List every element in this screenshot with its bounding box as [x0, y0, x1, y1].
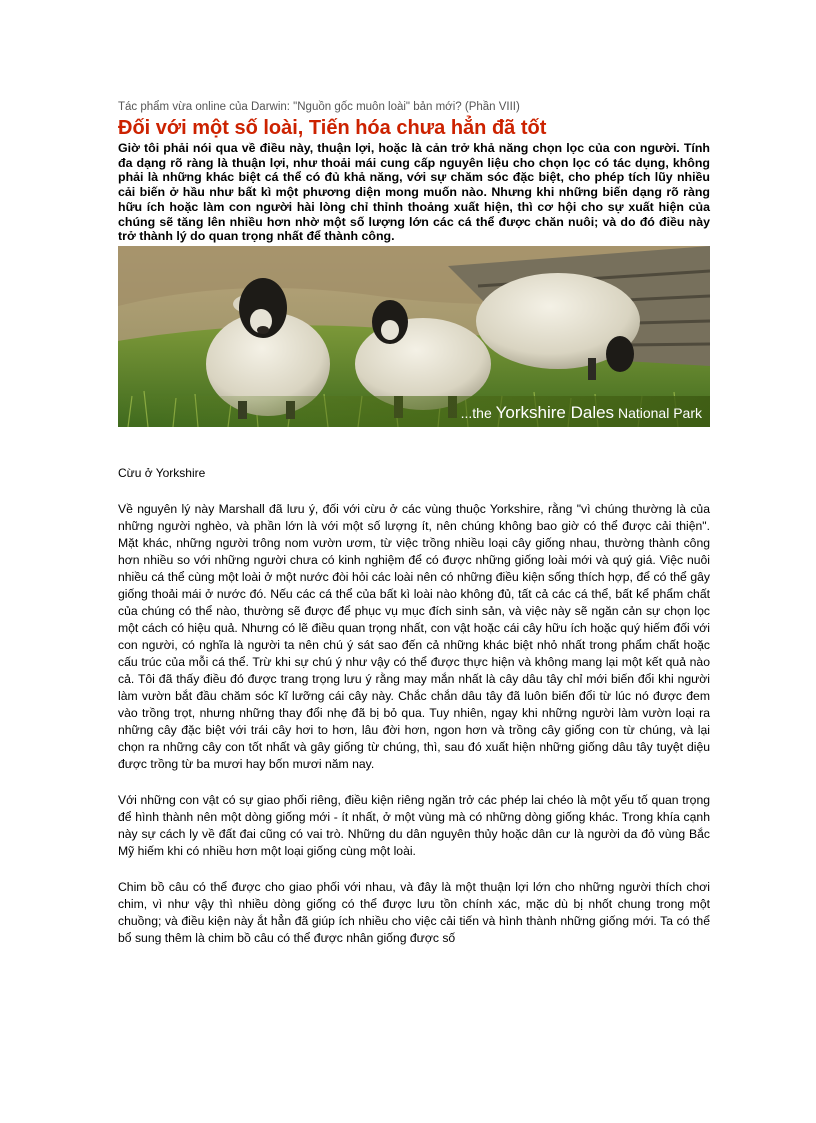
- overlay-strong: Yorkshire Dales: [495, 402, 615, 422]
- body-paragraph-2: Với những con vật có sự giao phối riêng, điều kiện riêng ngăn trở các phép lai chéo là một yếu tố quan trọng để hình thành nên một dòng giống mới - ít nhất, ở một vùng mà có những dòng giống khác. Trong khía cạnh này sự cách ly về đất đai cũng có vai trò. Những du dân nguyên thủy hoặc dân cư là người da đỏ vùng Bắc Mỹ hiếm khi có nhiều hơn một loại giống cùng một loài.: [118, 792, 710, 858]
- body-paragraph-3: Chim bồ câu có thể được cho giao phối với nhau, và đây là một thuận lợi lớn cho những người thích chơi chim, vì như vậy thì nhiều dòng giống có thể được lưu tồn chính xác, mặc dù bị nhốt chung trong một chuồng; và điều kiện này ắt hẳn đã giúp ích nhiều cho việc cải tiến và hình thành những giống mới. Ta có thể bổ sung thêm là chim bồ câu có thể được nhân giống được số: [118, 879, 710, 945]
- overlay-prefix: ...the: [460, 404, 496, 421]
- photo-overlay-text: [461, 403, 702, 423]
- article-kicker: Tác phẩm vừa online của Darwin: "Nguồn gốc muôn loài" bản mới? (Phần VIII): [118, 101, 520, 113]
- article-lead: Giờ tôi phải nói qua về điều này, thuận lợi, hoặc là cản trở khả năng chọn lọc của con người. Tính đa dạng rõ ràng là thuận lợi, như thoải mái cung cấp nguyên liệu cho chọn lọc có tác dụng, không phải là những khác biệt cá thể có đủ khả năng, với sự chăm sóc đặc biệt, cho phép tích lũy nhiều cải biến ở hầu như bất kì một phương diện mong muốn nào. Nhưng khi những biến dạng rõ ràng hữu ích hoặc làm con người hài lòng chỉ thỉnh thoảng xuất hiện, thì cơ hội cho sự xuất hiện của chúng sẽ tăng lên nhiều hơn nhờ một số lượng lớn các cá thể được chăn nuôi; và do đó điều này trở thành lý do quan trọng nhất để thành công.: [118, 141, 710, 244]
- article-title: Đối với một số loài, Tiến hóa chưa hẳn đã tốt: [118, 117, 547, 139]
- photo-caption: Cừu ở Yorkshire: [118, 465, 206, 480]
- overlay-suffix: National Park: [614, 404, 702, 421]
- article: [118, 100, 710, 947]
- body-paragraph-1: Về nguyên lý này Marshall đã lưu ý, đối với cừu ở các vùng thuộc Yorkshire, rằng "vì chúng thường là của những người nghèo, và phần lớn là với một số lượng ít, nên chúng không bao giờ có thể được cải thiện". Mặt khác, những người trông nom vườn ươm, từ việc trồng nhiều loại cây giống nhau, thường thành công hơn nhiều so với những người chưa có kinh nghiệm để có được những giống loài mới và quý giá. Việc nuôi nhiều cá thể cùng một loài ở một nước đòi hỏi các loài nên có những điều kiện sống thích hợp, để có thể gây giống thoải mái ở nước đó. Nếu các cá thể của bất kì loài nào không đủ, tất cả các cá thể, bất kể phẩm chất của chúng có thể nào, thường sẽ được để phục vụ mục đích sinh sản, và việc này sẽ ngăn cản sự chọn lọc một cách có hiệu quả. Nhưng có lẽ điều quan trọng nhất, con vật hoặc cái cây hữu ích hoặc quý hiếm đối với con người, có nghĩa là người ta nên chú ý sát sao đến cả những khác biệt nhỏ nhất trong phẩm chất hoặc cấu trúc của mỗi cá thể. Trừ khi sự chú ý như vậy có thể được thực hiện và không mang lại một kết quả nào cả. Tôi đã thấy điều đó được trang trọng lưu ý rằng may mắn nhất là cây dâu tây chỉ mới biến đổi khi người làm vườn bắt đầu chăm sóc kĩ lưỡng cái cây này. Chắc chắn dâu tây đã luôn biến đổi từ lúc nó được đem vào trồng trọt, nhưng những thay đổi nhẹ đã bị bỏ qua. Tuy nhiên, ngay khi những người làm vườn loại ra những cây đặc biệt với trái cây hơi to hơn, lâu đời hơn, ngon hơn và trồng cây giống con từ chúng, và lại chọn ra những cây con tốt nhất và gây giống từ chúng, thì, sau đó xuất hiện những giống dâu tây tuyệt diệu được trồng từ ba mươi hay bốn mươi năm nay.: [118, 501, 710, 771]
- sheep-illustration: [118, 246, 710, 427]
- sheep-photo: [118, 246, 710, 427]
